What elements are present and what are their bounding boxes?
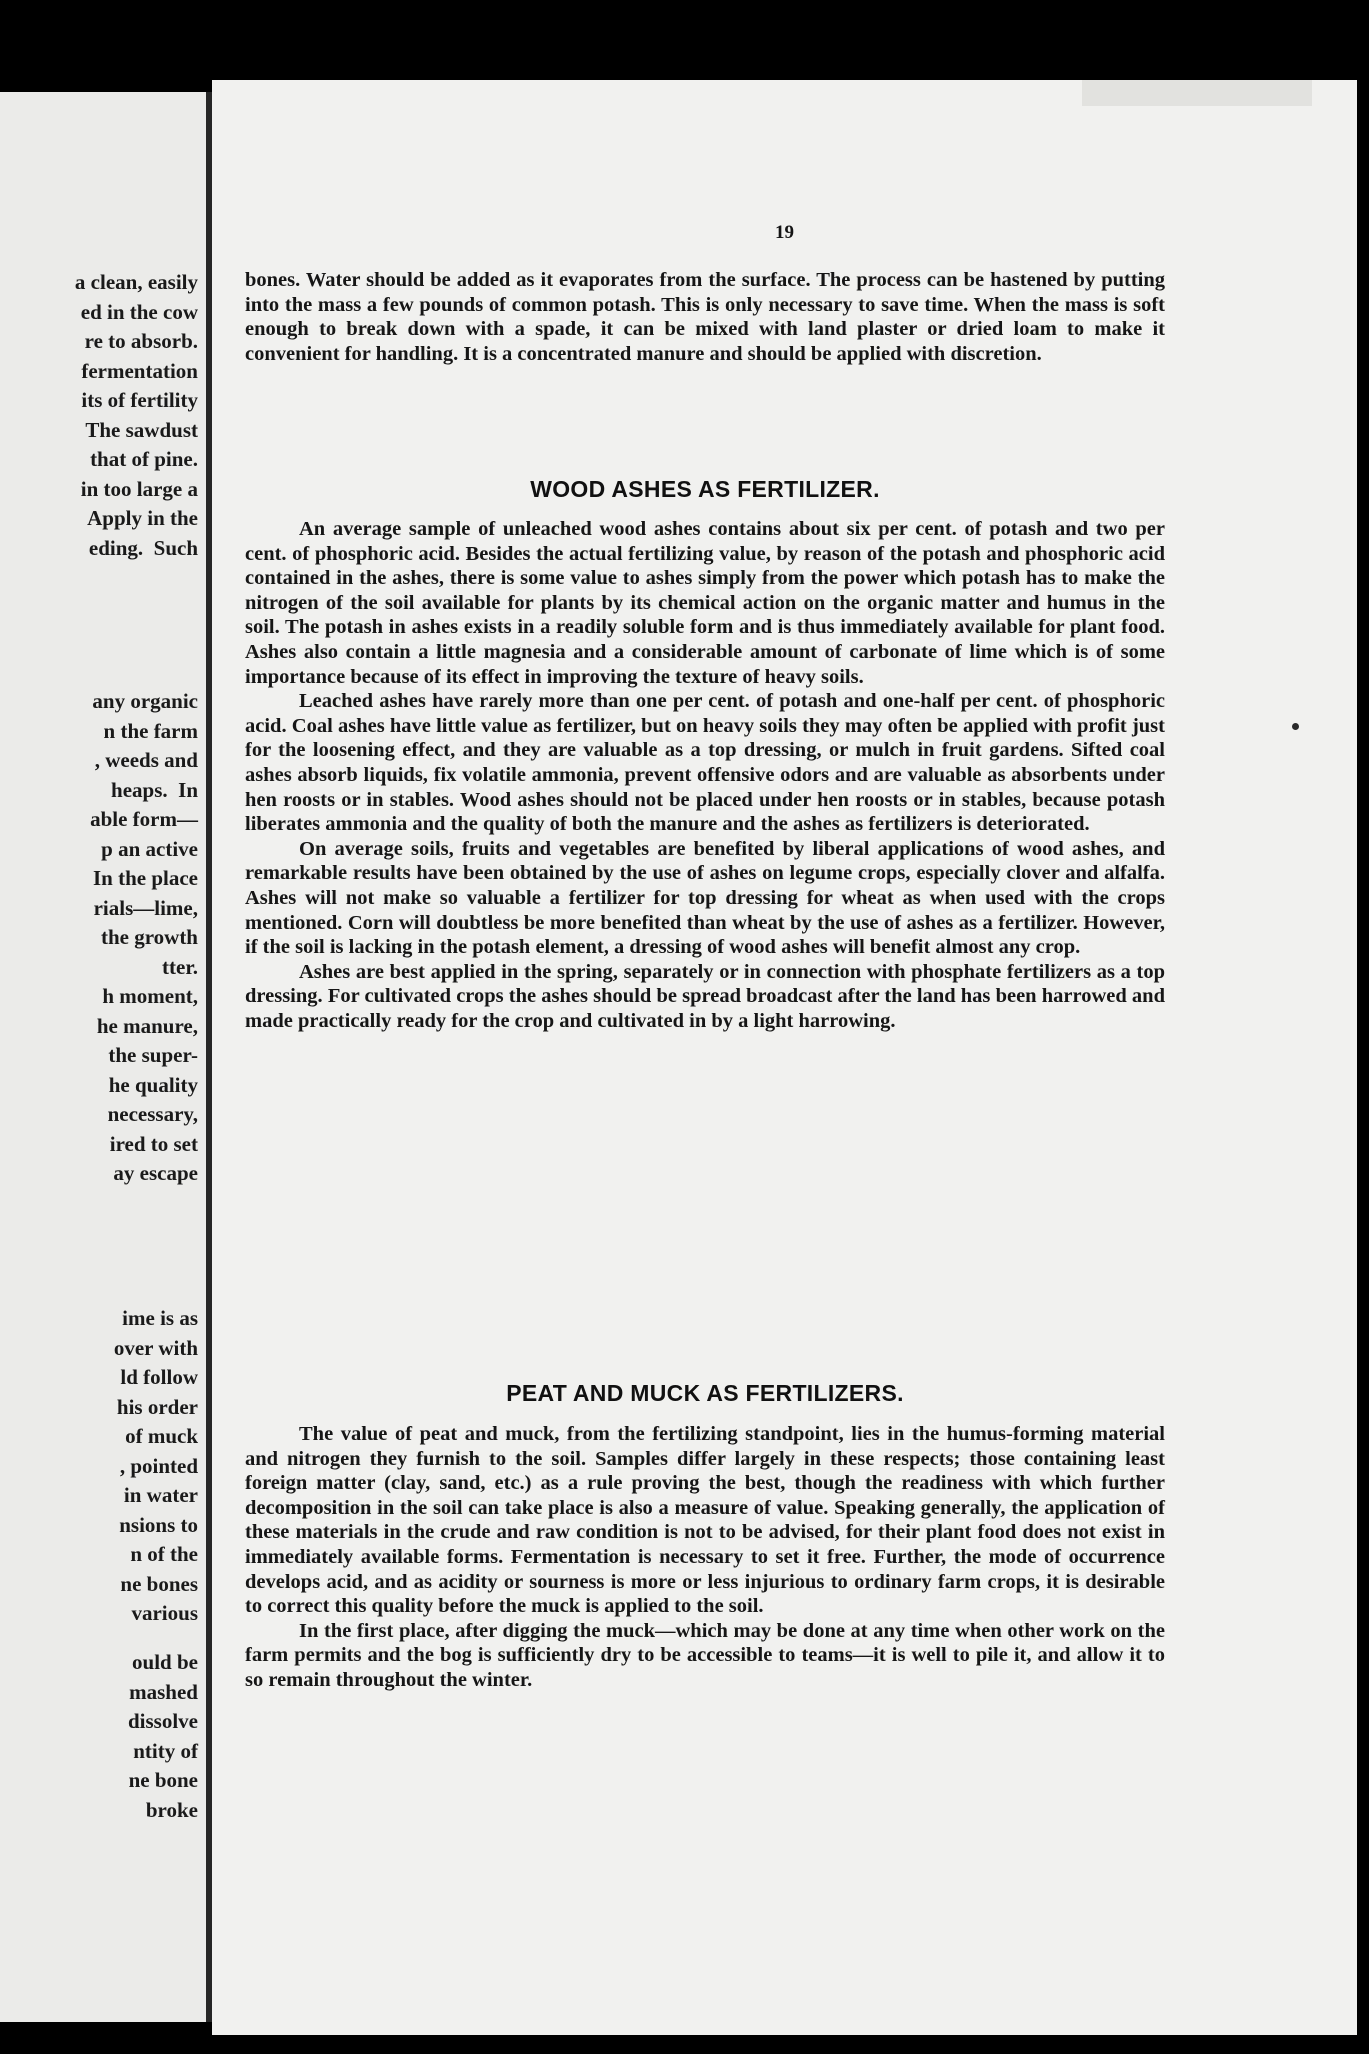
page-number: 19: [775, 222, 794, 243]
wood-ashes-paragraph-2: Leached ashes have rarely more than one per cent. of potash and one-half per cent. of phosphoric acid. Coal ashes have little value as fertilizer, but on heavy soils they may often be applied with profit just for the loosening effect, and they are valuable as a top dressing, or mulch in fruit gardens. Sifted coal ashes absorb liquids, fix volatile ammonia, prevent offensive odors and are valuable as absorbents under hen roosts or in stables. Wood ashes should not be placed under hen roosts or in stables, because potash liberates ammonia and the quality of both the manure and the ashes as fertilizers is deteriorated.: [245, 690, 1165, 836]
section-heading-wood-ashes: WOOD ASHES AS FERTILIZER.: [530, 476, 880, 502]
left-column-block-2: any organic n the farm , weeds and heaps. In able form— p an active In the place rials—lime, the growth tter. h moment, he manure, the super- he quality necessary, ired to set ay escape: [90, 689, 198, 1185]
scan-smudge: [1082, 80, 1312, 106]
left-column-block-1: a clean, easily ed in the cow re to absorb. fermentation its of fertility The sawdust that of pine. in too large a Apply in the eding. Such: [74, 270, 198, 560]
intro-paragraph-block: [245, 268, 1165, 366]
left-column-block-4: ould be mashed dissolve ntity of ne bone broke: [127, 1650, 198, 1822]
section-heading-peat-muck: PEAT AND MUCK AS FERTILIZERS.: [506, 1380, 904, 1406]
wood-ashes-paragraph-3: On average soils, fruits and vegetables are benefited by liberal applications of wood ashes, and remarkable results have been obtained by the use of ashes on legume crops, especially clover and alfalfa. Ashes will not make so valuable a fertilizer for top dressing for wheat as when used with the crops mentioned. Corn will doubtless be more benefited than wheat by the use of ashes as a fertilizer. However, if the soil is lacking in the potash element, a dressing of wood ashes will benefit almost any crop.: [245, 837, 1165, 959]
wood-ashes-section-body: [245, 517, 1165, 1033]
peat-muck-section-body: [245, 1422, 1165, 1693]
intro-paragraph: bones. Water should be added as it evaporates from the surface. The process can be hastened by putting into the mass a few pounds of common potash. This is only necessary to save time. When the mass is soft enough to break down with a spade, it can be mixed with land plaster or dried loam to make it convenient for handling. It is a concentrated manure and should be applied with discretion.: [245, 269, 1165, 365]
peat-muck-paragraph-1: The value of peat and muck, from the fertilizing standpoint, lies in the humus-forming material and nitrogen they furnish to the soil. Samples differ largely in these respects; those containing least foreign matter (clay, sand, etc.) as a rule proving the best, though the readiness with which further decomposition in the soil can take place is also a measure of value. Speaking generally, the application of these materials in the crude and raw condition is not to be advised, for their plant food does not exist in immediately available forms. Fermentation is necessary to set it free. Further, the mode of occurrence develops acid, and as acidity or sourness is more or less injurious to ordinary farm crops, it is desirable to correct this quality before the muck is applied to the soil.: [245, 1423, 1165, 1618]
right-page: [212, 80, 1357, 2035]
left-column-block-3: ime is as over with ld follow his order of muck , pointed in water nsions to n of the ne bones various: [113, 1306, 198, 1625]
peat-muck-paragraph-2: In the first place, after digging the muck—which may be done at any time when other work on the farm permits and the bog is sufficiently dry to be accessible to teams—it is well to pile it, and allow it to so remain throughout the winter.: [245, 1619, 1165, 1691]
scan-speck: [1292, 723, 1299, 730]
left-page-fragment: [0, 92, 206, 2022]
wood-ashes-paragraph-1: An average sample of unleached wood ashes contains about six per cent. of potash and two per cent. of phosphoric acid. Besides the actual fertilizing value, by reason of the potash and phosphoric acid contained in the ashes, there is some value to ashes simply from the power which potash has to make the nitrogen of the soil available for plants by its chemical action on the organic matter and humus in the soil. The potash in ashes exists in a readily soluble form and is thus immediately available for plant food. Ashes also contain a little magnesia and a considerable amount of carbonate of lime which is of some importance because of its effect in improving the texture of heavy soils.: [245, 518, 1165, 688]
wood-ashes-paragraph-4: Ashes are best applied in the spring, separately or in connection with phosphate fertilizers as a top dressing. For cultivated crops the ashes should be spread broadcast after the land has been harrowed and made practically ready for the crop and cultivated in by a light harrowing.: [245, 960, 1165, 1032]
